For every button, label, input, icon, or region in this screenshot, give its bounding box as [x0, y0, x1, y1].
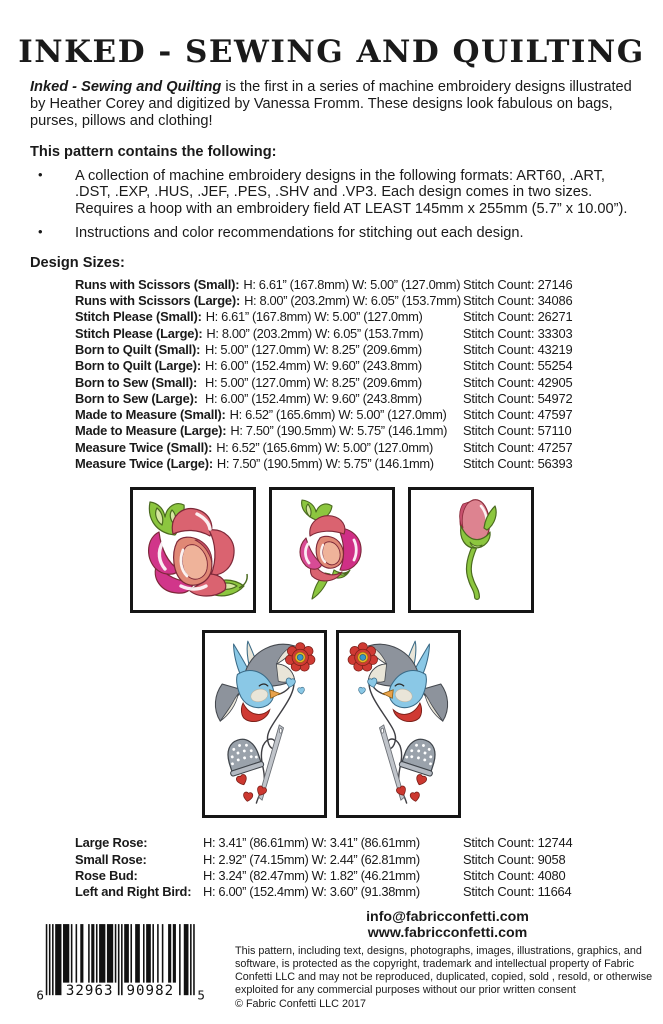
small-rose-image — [269, 487, 395, 613]
design-size-row: Stitch Please (Large): H: 8.00” (203.2mm) W: 6.05” (153.7mm) Stitch Count: 33303 — [75, 325, 573, 341]
rose-bud-illustration — [411, 490, 531, 610]
barcode-right-digit: 5 — [197, 987, 205, 1003]
contact-website: www.fabricconfetti.com — [367, 924, 528, 941]
large-rose-illustration — [133, 490, 253, 610]
rose-samples-row — [0, 487, 663, 613]
intro-paragraph — [30, 79, 635, 131]
single-design-sizes-table — [75, 835, 663, 900]
thimble — [399, 735, 442, 777]
large-rose-image — [130, 487, 256, 613]
design-size-row: Small Rose: H: 2.92” (74.15mm) W: 2.44” (62.81mm) Stitch Count: 9058 — [75, 851, 566, 867]
design-size-row: Left and Right Bird: H: 6.00” (152.4mm) W: 3.60” (91.38mm) Stitch Count: 11664 — [75, 884, 572, 900]
design-size-row: Born to Quilt (Large): H: 6.00” (152.4mm) W: 9.60” (243.8mm) Stitch Count: 55254 — [75, 358, 573, 374]
design-size-row: Runs with Scissors (Small): H: 6.61” (167.8mm) W: 5.00” (127.0mm) Stitch Count: 27146 — [75, 276, 573, 292]
blue-hearts — [358, 678, 378, 695]
design-size-row: Measure Twice (Small): H: 6.52” (165.6mm) W: 5.00” (127.0mm) Stitch Count: 47257 — [75, 439, 573, 455]
bullet-item — [38, 168, 637, 218]
beak — [270, 690, 280, 699]
contact-email: info@fabricconfetti.com — [366, 908, 529, 925]
design-size-row: Large Rose: H: 3.41” (86.61mm) W: 3.41” (86.61mm) Stitch Count: 12744 — [75, 835, 573, 851]
bullet-text: Instructions and color recommendations for stitching out each design. — [75, 225, 524, 241]
legal-text: This pattern, including text, designs, photographs, images, illustrations, graphics, and software, is protected as the copyright, trademark and intellectual property of Fabric Confetti LLC and may not be reproduced, duplicated, copied, sold , resold, or otherwise exploited for any commercial purposes without our prior written consent — [235, 944, 653, 997]
thread-flower — [285, 643, 315, 672]
intro-series-name: Inked - Sewing and Quilting — [30, 79, 222, 95]
page-title: INKED - SEWING AND QUILTING — [18, 34, 645, 70]
left-bird-illustration — [205, 633, 324, 815]
design-sizes-table — [75, 277, 663, 473]
contact-block — [235, 909, 660, 941]
bullet-item — [38, 225, 637, 242]
design-size-row: Born to Sew (Small): H: 5.00” (127.0mm) W: 8.25” (209.6mm) Stitch Count: 42905 — [75, 374, 573, 390]
rose-bud-image — [408, 487, 534, 613]
right-bird-illustration — [339, 633, 458, 815]
design-size-row: Measure Twice (Large): H: 7.50” (190.5mm) W: 5.75” (146.1mm) Stitch Count: 56393 — [75, 456, 573, 472]
right-bird-image — [336, 630, 461, 818]
design-size-row: Stitch Please (Small): H: 6.61” (167.8mm) W: 5.00” (127.0mm) Stitch Count: 26271 — [75, 309, 573, 325]
small-rose-illustration — [272, 490, 392, 610]
design-size-row: Born to Quilt (Small): H: 5.00” (127.0mm) W: 8.25” (209.6mm) Stitch Count: 43219 — [75, 341, 573, 357]
contains-heading: This pattern contains the following: — [30, 143, 277, 160]
design-size-row: Rose Bud: H: 3.24” (82.47mm) W: 1.82” (46.21mm) Stitch Count: 4080 — [75, 867, 566, 883]
design-size-row: Made to Measure (Small): H: 6.52” (165.6mm) W: 5.00” (127.0mm) Stitch Count: 47597 — [75, 407, 573, 423]
bullet-text: A collection of machine embroidery designs in the following formats: ART60, .ART, .DST, .EXP, .HUS, .JEF, .PES, .SHV and .VP3. Each design comes in two sizes. Requires a hoop with an embroidery field AT LEAST 145mm x 255mm (5.7” x 10.00”). — [75, 167, 628, 218]
beak — [383, 690, 393, 699]
blue-hearts — [285, 678, 305, 695]
thread-flower — [348, 643, 378, 672]
design-sizes-heading: Design Sizes: — [30, 254, 125, 271]
barcode-left-digit: 6 — [36, 987, 44, 1003]
bullet-icon: • — [38, 224, 43, 239]
barcode-group-1: 32963 — [65, 983, 114, 1000]
copyright-text: © Fabric Confetti LLC 2017 — [235, 997, 366, 1010]
intro-text: is the first in a series of machine embroidery designs illustrated by Heather Corey and digitized by Vanessa Fromm. These designs look fabulous on bags, purses, pillows and clothing! — [30, 79, 632, 130]
upc-barcode — [34, 922, 206, 1014]
barcode — [34, 922, 206, 1014]
barcode-group-2: 90982 — [126, 983, 175, 1000]
design-size-row: Born to Sew (Large): H: 6.00” (152.4mm) W: 9.60” (243.8mm) Stitch Count: 54972 — [75, 390, 573, 406]
left-bird-image — [202, 630, 327, 818]
design-size-row: Made to Measure (Large): H: 7.50” (190.5mm) W: 5.75” (146.1mm) Stitch Count: 57110 — [75, 423, 572, 439]
thimble — [221, 735, 264, 777]
bird-samples-row — [0, 630, 663, 818]
design-size-row: Runs with Scissors (Large): H: 8.00” (203.2mm) W: 6.05” (153.7mm) Stitch Count: 34086 — [75, 293, 573, 309]
bullet-icon: • — [38, 166, 43, 182]
